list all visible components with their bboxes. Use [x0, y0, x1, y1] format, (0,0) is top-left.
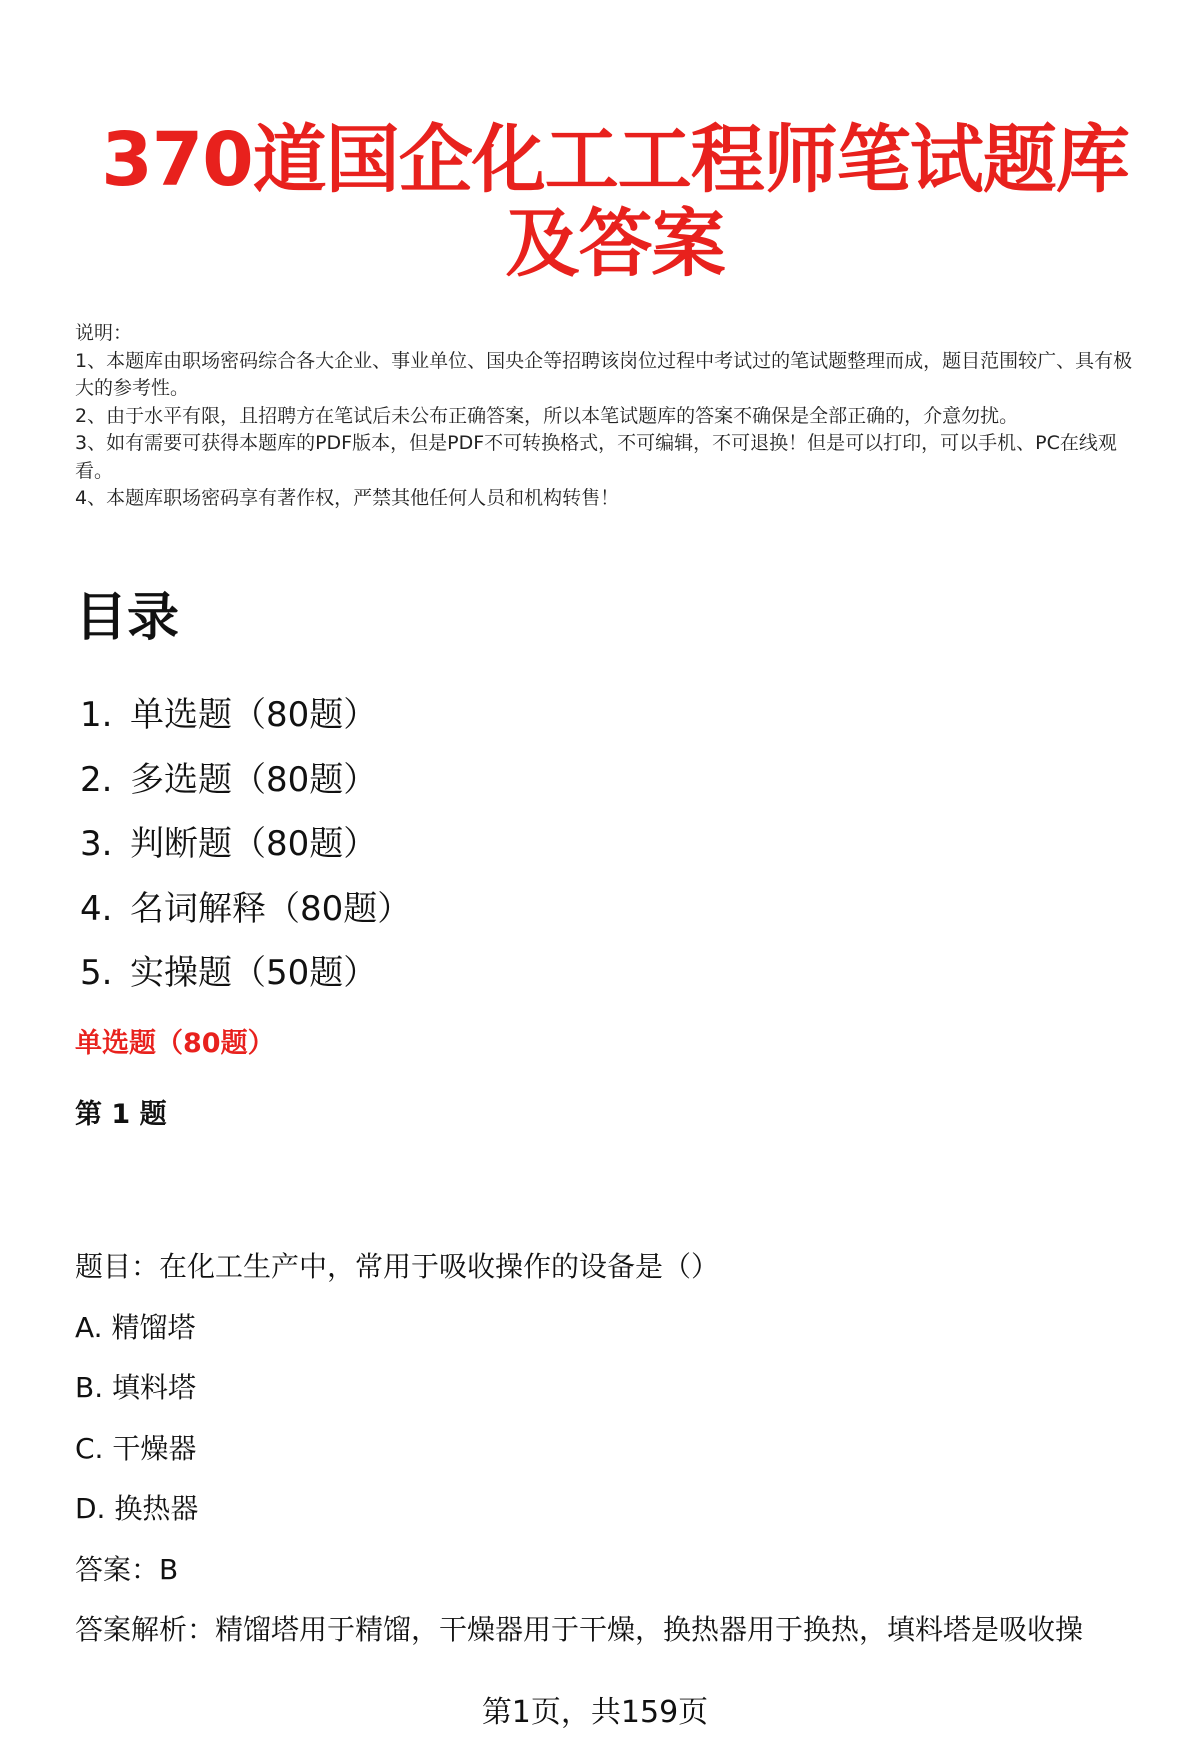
- toc-heading: 目录: [75, 588, 180, 648]
- toc-item-label: 实操题（50题）: [130, 953, 378, 993]
- notes-block: [75, 320, 1150, 513]
- toc-item-number: 3.: [80, 824, 113, 864]
- toc-item-number: 1.: [80, 695, 113, 735]
- toc-item-multiple-choice[interactable]: [80, 748, 411, 813]
- answer-analysis: 答案解析：精馏塔用于精馏，干燥器用于干燥，换热器用于换热，填料塔是吸收操: [75, 1613, 1084, 1646]
- notes-item: 4、本题库职场密码享有著作权，严禁其他任何人员和机构转售！: [75, 487, 620, 509]
- table-of-contents: [80, 683, 411, 1006]
- toc-item-number: 4.: [80, 888, 113, 929]
- toc-item-single-choice[interactable]: [80, 683, 411, 748]
- toc-item-number: 5.: [80, 953, 113, 993]
- toc-item-label: 多选题（80题）: [130, 759, 378, 800]
- document-title: 370道国企化工工程师笔试题库及答案: [101, 117, 1129, 287]
- notes-item: 3、如有需要可获得本题库的PDF版本，但是PDF不可转换格式，不可编辑，不可退换！但是可以打印，可以手机、PC在线观看。: [75, 432, 1117, 482]
- toc-item-label: 单选题（80题）: [130, 695, 378, 735]
- option-d: D. 换热器: [75, 1492, 199, 1525]
- option-b: B. 填料塔: [75, 1371, 197, 1404]
- answer: 答案：B: [75, 1552, 179, 1586]
- section-title: 单选题（80题）: [75, 1028, 275, 1059]
- toc-item-label: 判断题（80题）: [130, 824, 378, 864]
- page-footer: 第1页，共159页: [481, 1695, 709, 1730]
- question-block: [75, 1237, 1165, 1661]
- toc-item-true-false[interactable]: [80, 812, 411, 877]
- notes-item: 1、本题库由职场密码综合各大企业、事业单位、国央企等招聘该岗位过程中考试过的笔试题整理而成，题目范围较广、具有极大的参考性。: [75, 349, 1133, 399]
- toc-item-label: 名词解释（80题）: [130, 888, 412, 929]
- question-number: 第 1 题: [75, 1099, 167, 1130]
- notes-heading: 说明：: [75, 322, 133, 344]
- toc-item-practical[interactable]: [80, 941, 411, 1006]
- option-c: C. 干燥器: [75, 1431, 197, 1465]
- option-a: A. 精馏塔: [75, 1310, 196, 1344]
- toc-item-term-explanation[interactable]: [80, 877, 411, 942]
- notes-item: 2、由于水平有限，且招聘方在笔试后未公布正确答案，所以本笔试题库的答案不确保是全部正确的，介意勿扰。: [75, 404, 1019, 427]
- question-stem: 题目：在化工生产中，常用于吸收操作的设备是（）: [75, 1250, 720, 1283]
- toc-item-number: 2.: [80, 759, 113, 800]
